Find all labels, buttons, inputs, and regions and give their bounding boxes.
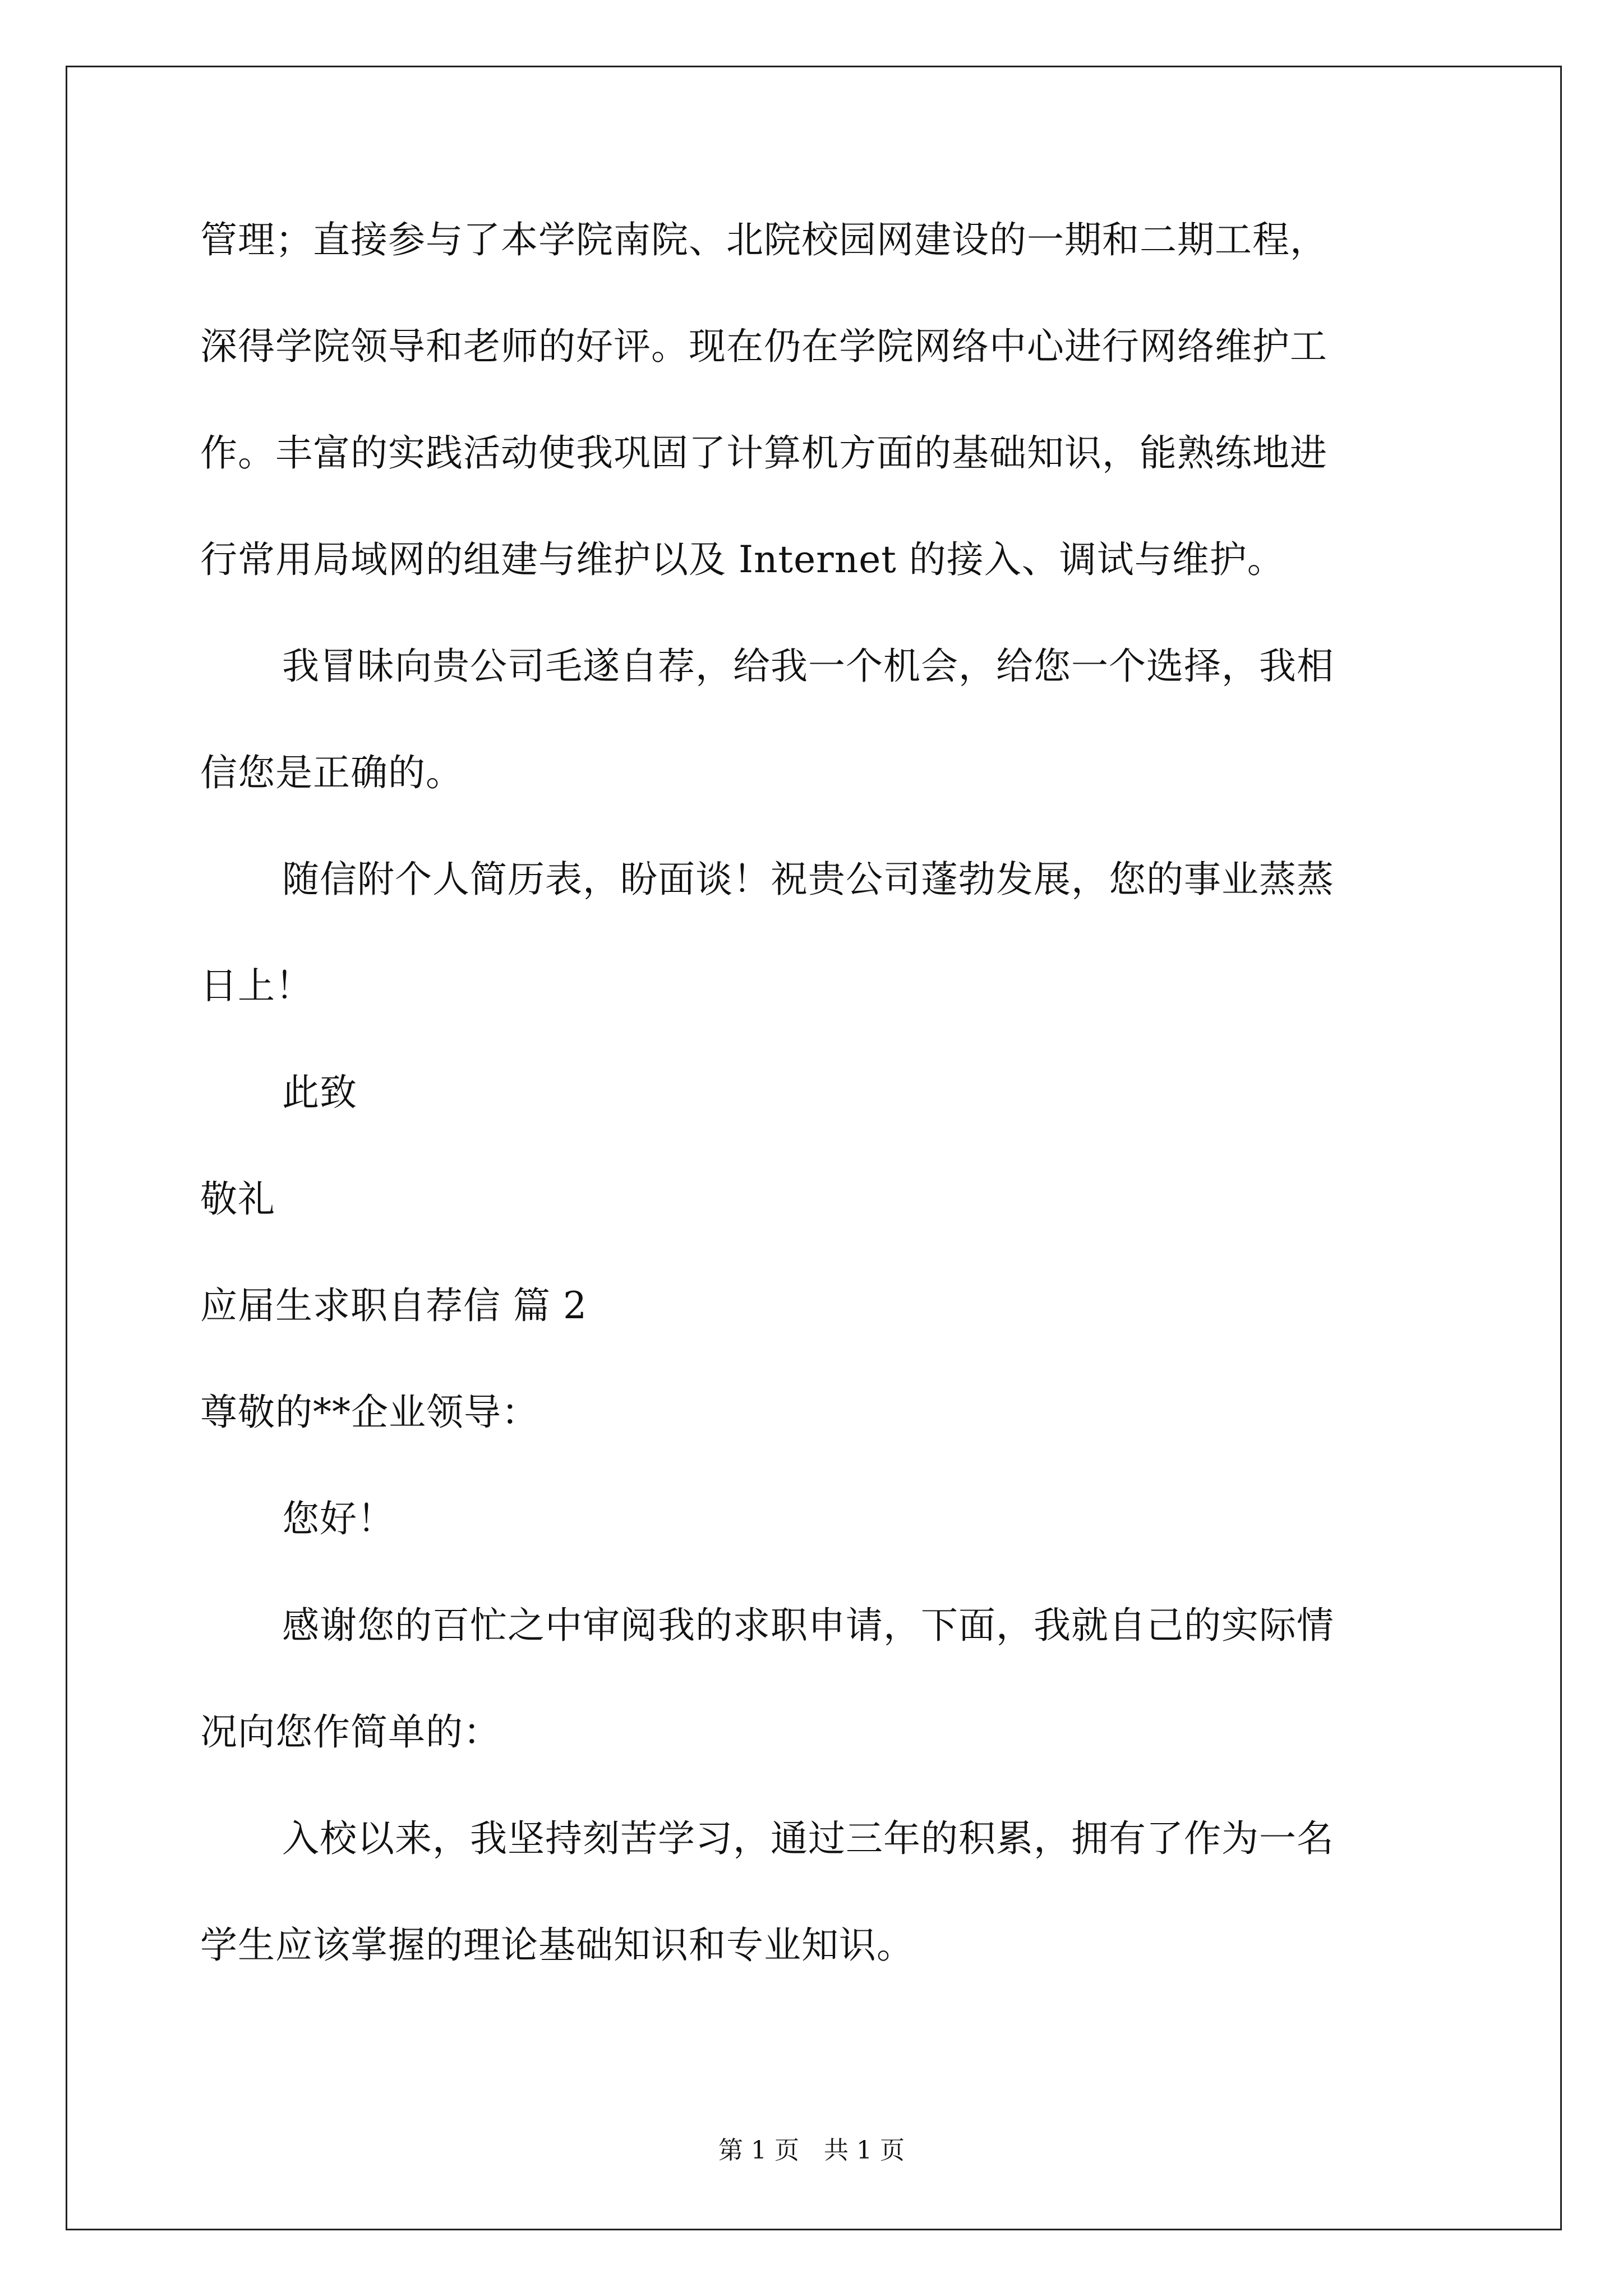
paragraph-line: 信您是正确的。 <box>200 751 463 794</box>
closing-salutation: 此致 <box>282 1071 357 1114</box>
paragraph-line: 随信附个人简历表，盼面谈！祝贵公司蓬勃发展，您的事业蒸蒸 <box>282 858 1334 901</box>
document-body <box>200 213 1434 2025</box>
paragraph-line: 作。丰富的实践活动使我巩固了计算机方面的基础知识，能熟练地进 <box>200 431 1327 475</box>
paragraph-line: 感谢您的百忙之中审阅我的求职申请，下面，我就自己的实际情 <box>282 1604 1334 1647</box>
paragraph-line: 深得学院领导和老师的好评。现在仍在学院网络中心进行网络维护工 <box>200 325 1327 368</box>
paragraph-line: 况向您作简单的： <box>200 1710 501 1754</box>
paragraph-line: 学生应该掌握的理论基础知识和专业知识。 <box>200 1924 914 1967</box>
paragraph-line: 您好！ <box>282 1497 395 1540</box>
paragraph-line: 日上！ <box>200 964 313 1007</box>
paragraph-line: 行常用局域网的组建与维护以及 Internet 的接入、调试与维护。 <box>200 538 1285 581</box>
paragraph-line: 我冒昧向贵公司毛遂自荐，给我一个机会，给您一个选择，我相 <box>282 645 1334 688</box>
paragraph-line: 入校以来，我坚持刻苦学习，通过三年的积累，拥有了作为一名 <box>282 1817 1334 1860</box>
closing-regards: 敬礼 <box>200 1177 275 1221</box>
page-number-footer: 第 1 页 共 1 页 <box>718 2136 905 2165</box>
letter-greeting: 尊敬的**企业领导： <box>200 1391 539 1434</box>
section-heading: 应届生求职自荐信 篇 2 <box>200 1284 587 1327</box>
paragraph-line: 管理；直接参与了本学院南院、北院校园网建设的一期和二期工程， <box>200 218 1327 261</box>
